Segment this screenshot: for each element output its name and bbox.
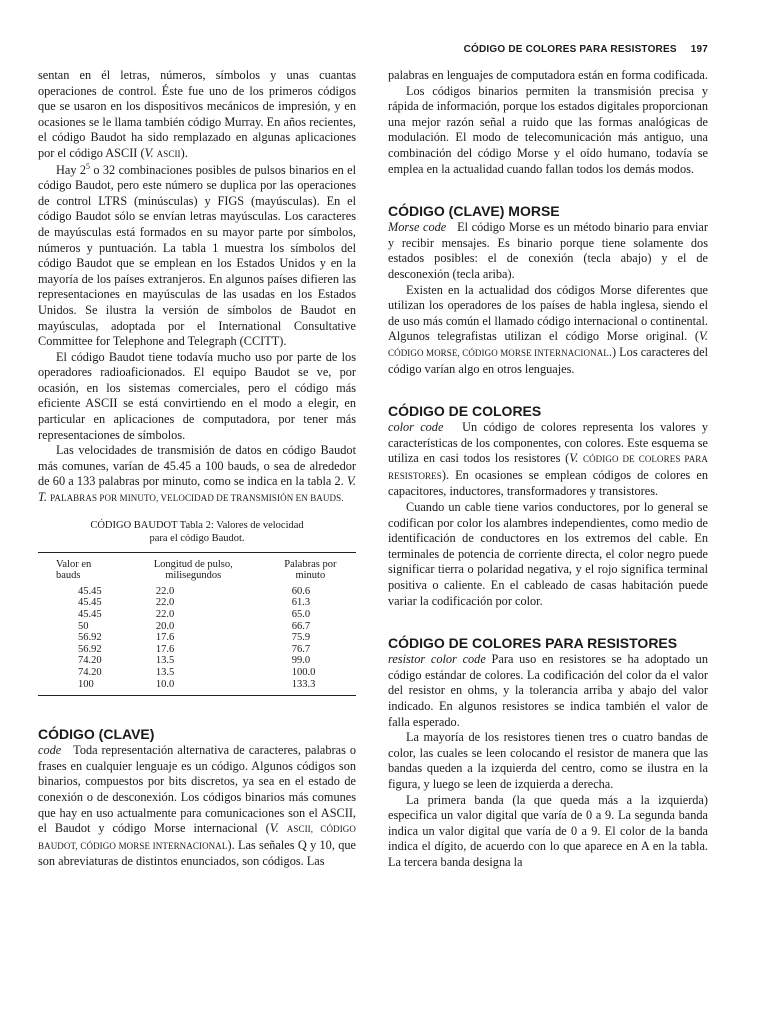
- colores-heading: CÓDIGO DE COLORES: [388, 403, 542, 420]
- right-column: [388, 68, 708, 871]
- codigo-paragraph: code Toda representación alternativa de caracteres, palabras o frases en cualquier lenguaje es un código. Algunos códigos son binarios, compuestos por bits discretos, ya sea en el estado de conexión o de desconexión. Los códigos binarios más comunes que hay en uso actualmente para comunicaciones son el ASCII, el Baudot y código Morse internacional (V. ASCII, CÓDIGO BAUDOT, CÓDIGO MORSE INTERNACIONAL). Las señales Q y 10, que son abreviaturas de distintos enunciados, son códigos. Las: [38, 743, 356, 869]
- table-header: Valor en bauds: [56, 558, 92, 582]
- resistores-paragraph-3: La primera banda (la que queda más a la izquierda) especifica un valor digital que varía de 0 a 9. La segunda banda indica un valor digital que varía de 0 a 9. El color de la banda indica el dígito, de acuerdo con lo que aparece en A en la tabla. La tercera banda designa la: [388, 792, 708, 869]
- table-header: Palabras por minuto: [284, 558, 337, 582]
- table-row: 45.45 22.0 61.3: [78, 597, 311, 609]
- table-header: Longitud de pulso, milisegundos: [153, 558, 233, 582]
- morse-paragraph-2: Existen en la actualidad dos códigos Morse diferentes que utilizan los operadores de los países de habla inglesa, siendo el de uso más común el llamado código internacional o continental. Algunos telegrafistas utilizan el código Morse original. (V. CÓDIGO MORSE, CÓDIGO MORSE INTERNACIONAL.) Los caracteres del código varían algo en otros lenguajes.: [388, 282, 708, 376]
- baudot-paragraph-4: Las velocidades de transmisión de datos en código Baudot más comunes, varían de 45.45 a 100 bauds, o sea de alrededor de 60 a 133 palabras por minuto, como se indica en la tabla 2. V. T. PALABRAS POR MINUTO, VELOCIDAD DE TRANSMISIÓN EN BAUDS.: [38, 443, 356, 505]
- morse-heading: CÓDIGO (CLAVE) MORSE: [388, 203, 560, 220]
- colores-paragraph-2: Cuando un cable tiene varios conductores, por lo general se codifican por color los alambres independientes, como medio de identificación de conductores en los extremos del cable. En terminales de potencia de corriente directa, el color negro puede significar tierra o polaridad negativa, y el rojo significa terminal positiva o caliente. En el cableado de casas habitación puede variar la codificación por color.: [388, 500, 708, 608]
- codigo-heading: CÓDIGO (CLAVE): [38, 726, 155, 743]
- page-number: 197: [690, 44, 708, 55]
- table-row: 74.20 13.5 100.0: [78, 666, 316, 678]
- resistores-paragraph-1: resistor color code Para uso en resistores se ha adoptado un código estándar de colores. La codificación del color da el valor del resistor en ohms, y la tolerancia arriba y abajo del valor indicado. En algunos resistores se indica también el valor de falla esperado.: [388, 652, 708, 729]
- table-row: 50 20.0 66.7: [78, 620, 311, 632]
- colores-paragraph-1: color code Un código de colores representa los valores y características de los componentes, con colores. Este esquema se utiliza en casi todos los resistores (V. CÓDIGO DE COLORES PARA RESISTORES). En ocasiones se emplean códigos de colores en capacitores, inductores, transformadores y transistores.: [388, 420, 708, 499]
- table-caption: CÓDIGO BAUDOT Tabla 2: Valores de velocidad para el código Baudot.: [90, 519, 304, 545]
- left-column: [38, 68, 356, 870]
- table-row: 45.45 22.0 65.0: [78, 609, 311, 620]
- table-row: 100 10.0 133.3: [78, 678, 316, 690]
- baudot-speed-table: [38, 552, 356, 697]
- running-header-title: CÓDIGO DE COLORES PARA RESISTORES: [463, 44, 677, 55]
- baudot-paragraph-1: sentan en él letras, números, símbolos y unas cuantas operaciones de control. Éste fue uno de los primeros códigos que se usaron en los dispositivos mecánicos de impresión, y en ocasiones se le llama también código Murray. En años recientes, el código Baudot ha sido remplazado en algunas aplicaciones por el código ASCII (V. ASCII).: [38, 68, 356, 160]
- codigo-paragraph-2: Los códigos binarios permiten la transmisión precisa y rápida de información, porque los estados digitales proporcionan una mejor razón señal a ruido que las formas analógicas de modulación. El modo de telecomunicación más antiguo, una combinación del código Morse y el oído humano, todavía se emplea en la actualidad cuando fallan todos los demás modos.: [388, 83, 708, 176]
- morse-paragraph-1: Morse code El código Morse es un método binario para enviar y recibir mensajes. Es binario porque tiene solamente dos estados posibles: el de conexión (tecla abajo) y el de desconexión (tecla ariba).: [388, 220, 708, 281]
- table-row: 56.92 17.6 75.9: [78, 632, 311, 644]
- running-header: [0, 44, 708, 55]
- table-row: 45.45 22.0 60.6: [78, 585, 311, 597]
- resistores-paragraph-2: La mayoría de los resistores tienen tres o cuatro bandas de color, las cuales se leen colocando el resistor de manera que las bandas queden a la izquierda del centro, como se ilustra en la figura, y luego se leen de izquierda a derecha.: [388, 730, 708, 791]
- baudot-paragraph-2: Hay $2^5$ o 32 combinaciones posibles de pulsos binarios en el código Baudot, pero este número se duplica por las operaciones de control LTRS (minúsculas) y FIGS (mayúsculas). En el código Baudot sólo se envían letras mayúsculas. Los caracteres de mayúsculas está formados en su mayor parte por símbolos, números y puntuación. La tabla 1 muestra los símbolos del código Baudot que se emplean en los Estados Unidos y en la mayoría de los países extranjeros. En algunos países difieren las representaciones en mayúsculas de las usadas en los Estados Unidos. Se ilustra la versión de símbolos de Baudot en mayúsculas, adoptada por el International Consultative Committee for Telephone and Telegraph (CCITT).: [38, 161, 356, 349]
- resistores-heading: CÓDIGO DE COLORES PARA RESISTORES: [388, 635, 678, 652]
- table-row: 56.92 17.6 76.7: [78, 643, 311, 655]
- table-row: 74.20 13.5 99.0: [78, 655, 311, 667]
- codigo-paragraph-cont: palabras en lenguajes de computadora están en forma codificada.: [388, 68, 708, 82]
- baudot-paragraph-3: El código Baudot tiene todavía mucho uso por parte de los operadores radioaficionados. El equipo Baudot se ve, por ocasión, en los sistemas comerciales, pero el código más eficiente ASCII se está convirtiendo en el modo a elegir, en particular en aplicaciones de computadora, por tener más representaciones de símbolos.: [38, 349, 356, 442]
